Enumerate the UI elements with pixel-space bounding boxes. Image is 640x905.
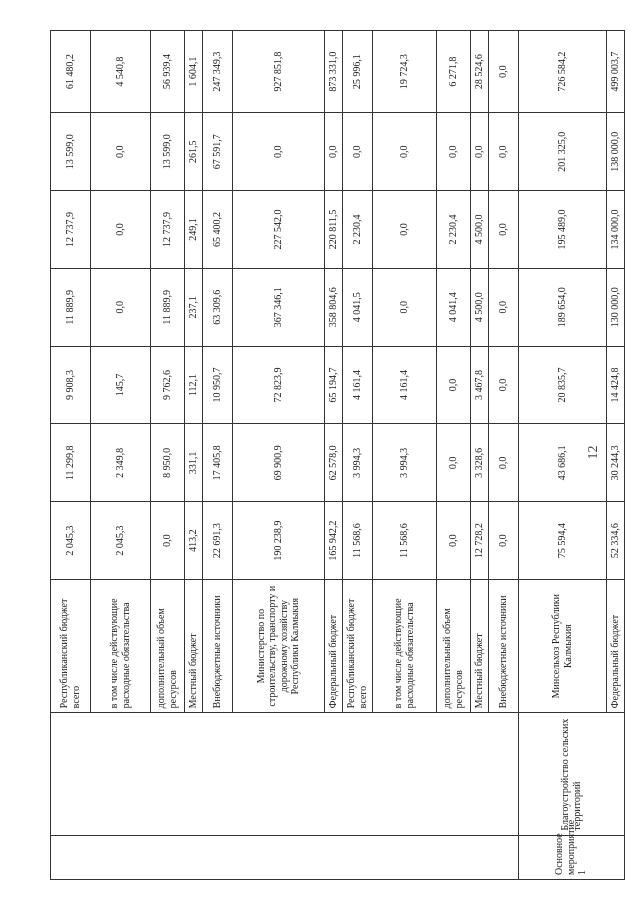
value-cell: 0,0 [325, 113, 343, 191]
value-cell: 75 594,4 [519, 502, 607, 580]
value-cell: 2 230,4 [343, 191, 373, 269]
value-cell: 3 328,6 [471, 424, 489, 502]
row-label: Внебюджетные источники [203, 579, 233, 712]
value-cell: 0,0 [373, 268, 437, 346]
value-cell: 56 939,4 [151, 31, 185, 113]
blank-cell [51, 835, 519, 879]
table-row [51, 31, 91, 880]
table-row [519, 31, 607, 880]
value-cell: 0,0 [151, 502, 185, 580]
value-cell: 2 230,4 [437, 191, 471, 269]
value-cell: 61 480,2 [51, 31, 91, 113]
value-cell: 4 500,0 [471, 191, 489, 269]
value-cell: 0,0 [471, 113, 489, 191]
value-cell: 13 599,0 [51, 113, 91, 191]
value-cell: 43 686,1 [519, 424, 607, 502]
value-cell: 4 540,8 [91, 31, 151, 113]
value-cell: 20 835,7 [519, 346, 607, 424]
value-cell: 0,0 [489, 424, 519, 502]
value-cell: 0,0 [489, 191, 519, 269]
value-cell: 0,0 [489, 502, 519, 580]
value-cell: 130 000,0 [607, 268, 625, 346]
page-number: 12 [586, 445, 601, 460]
value-cell: 138 000,0 [607, 113, 625, 191]
value-cell: 4 041,5 [343, 268, 373, 346]
value-cell: 11 568,6 [343, 502, 373, 580]
value-cell: 189 654,0 [519, 268, 607, 346]
value-cell: 237,1 [185, 268, 203, 346]
main-event-name: Благоустройство сельских территорий [519, 713, 625, 835]
value-cell: 367 346,1 [233, 268, 325, 346]
value-cell: 0,0 [437, 346, 471, 424]
value-cell: 0,0 [437, 502, 471, 580]
row-label: Местный бюджет [471, 579, 489, 712]
value-cell: 927 851,8 [233, 31, 325, 113]
value-cell: 30 244,3 [607, 424, 625, 502]
value-cell: 14 424,8 [607, 346, 625, 424]
row-label: дополнительный объем ресурсов [437, 579, 471, 712]
main-event-label: Основное мероприятие 1 [519, 835, 625, 879]
value-cell: 2 045,3 [91, 502, 151, 580]
row-label: Республиканский бюджет всего [51, 579, 91, 712]
value-cell: 195 489,0 [519, 191, 607, 269]
row-label: Федеральный бюджет [607, 579, 625, 712]
value-cell: 25 996,1 [343, 31, 373, 113]
value-cell: 10 950,7 [203, 346, 233, 424]
value-cell: 726 584,2 [519, 31, 607, 113]
value-cell: 28 524,6 [471, 31, 489, 113]
value-cell: 0,0 [437, 113, 471, 191]
value-cell: 220 811,5 [325, 191, 343, 269]
value-cell: 17 405,8 [203, 424, 233, 502]
row-label: Внебюджетные источники [489, 579, 519, 712]
value-cell: 3 467,8 [471, 346, 489, 424]
value-cell: 11 568,6 [373, 502, 437, 580]
value-cell: 873 331,0 [325, 31, 343, 113]
value-cell: 0,0 [437, 424, 471, 502]
row-label: Минсельхоз Республики Калмыкия [519, 579, 607, 712]
value-cell: 69 900,9 [233, 424, 325, 502]
value-cell: 4 041,4 [437, 268, 471, 346]
value-cell: 65 194,7 [325, 346, 343, 424]
value-cell: 134 000,0 [607, 191, 625, 269]
value-cell: 227 542,0 [233, 191, 325, 269]
value-cell: 1 604,1 [185, 31, 203, 113]
row-label: Местный бюджет [185, 579, 203, 712]
value-cell: 9 762,6 [151, 346, 185, 424]
value-cell: 62 578,0 [325, 424, 343, 502]
value-cell: 0,0 [489, 268, 519, 346]
budget-table [50, 30, 625, 880]
value-cell: 0,0 [343, 113, 373, 191]
row-label: в том числе действующие расходные обязательства [373, 579, 437, 712]
value-cell: 12 728,2 [471, 502, 489, 580]
value-cell: 499 003,7 [607, 31, 625, 113]
value-cell: 3 994,3 [373, 424, 437, 502]
value-cell: 2 045,3 [51, 502, 91, 580]
value-cell: 165 942,2 [325, 502, 343, 580]
blank-cell [51, 713, 519, 835]
value-cell: 67 591,7 [203, 113, 233, 191]
value-cell: 72 823,9 [233, 346, 325, 424]
row-label: Министерство по строительству, транспорту и дорожному хозяйству Республики Калмыкия [233, 579, 325, 712]
value-cell: 112,1 [185, 346, 203, 424]
value-cell: 0,0 [373, 113, 437, 191]
value-cell: 13 599,0 [151, 113, 185, 191]
value-cell: 0,0 [91, 113, 151, 191]
value-cell: 247 349,3 [203, 31, 233, 113]
row-label: в том числе действующие расходные обязательства [91, 579, 151, 712]
row-label: Федеральный бюджет [325, 579, 343, 712]
value-cell: 0,0 [489, 113, 519, 191]
value-cell: 12 737,9 [151, 191, 185, 269]
value-cell: 52 334,6 [607, 502, 625, 580]
value-cell: 11 889,9 [151, 268, 185, 346]
value-cell: 331,1 [185, 424, 203, 502]
value-cell: 8 950,0 [151, 424, 185, 502]
value-cell: 145,7 [91, 346, 151, 424]
value-cell: 65 400,2 [203, 191, 233, 269]
value-cell: 3 994,3 [343, 424, 373, 502]
value-cell: 0,0 [91, 268, 151, 346]
value-cell: 0,0 [233, 113, 325, 191]
value-cell: 12 737,9 [51, 191, 91, 269]
value-cell: 4 161,4 [343, 346, 373, 424]
value-cell: 11 889,9 [51, 268, 91, 346]
value-cell: 4 161,4 [373, 346, 437, 424]
value-cell: 22 691,3 [203, 502, 233, 580]
value-cell: 358 804,6 [325, 268, 343, 346]
value-cell: 4 500,0 [471, 268, 489, 346]
value-cell: 2 349,8 [91, 424, 151, 502]
value-cell: 190 238,9 [233, 502, 325, 580]
value-cell: 0,0 [489, 346, 519, 424]
row-label: дополнительный объем ресурсов [151, 579, 185, 712]
value-cell: 9 908,3 [51, 346, 91, 424]
value-cell: 261,5 [185, 113, 203, 191]
value-cell: 0,0 [91, 191, 151, 269]
value-cell: 6 271,8 [437, 31, 471, 113]
value-cell: 11 299,8 [51, 424, 91, 502]
value-cell: 201 325,0 [519, 113, 607, 191]
value-cell: 0,0 [489, 31, 519, 113]
value-cell: 249,1 [185, 191, 203, 269]
value-cell: 413,2 [185, 502, 203, 580]
row-label: Республиканский бюджет всего [343, 579, 373, 712]
value-cell: 19 724,3 [373, 31, 437, 113]
value-cell: 63 309,6 [203, 268, 233, 346]
value-cell: 0,0 [373, 191, 437, 269]
